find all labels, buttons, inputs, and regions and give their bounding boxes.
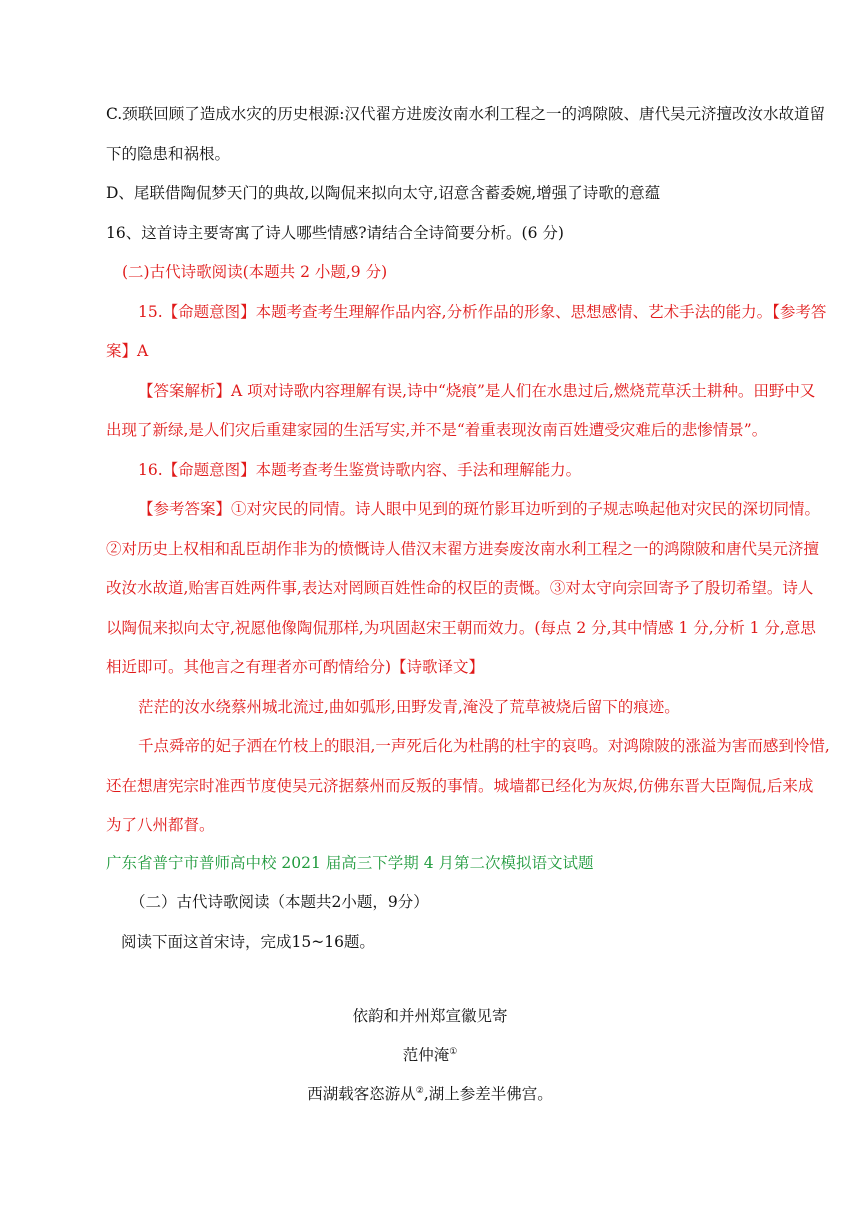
option-c-line1: C.颈联回顾了造成水灾的历史根源:汉代翟方进废汝南水利工程之一的鸿隙陂、唐代吴元济擅改汝水故道留 — [106, 105, 825, 123]
question16-text: 16、这首诗主要寄寓了诗人哪些情感?请结合全诗简要分析。(6 分) — [106, 224, 564, 242]
answer-section-heading: (二)古代诗歌阅读(本题共 2 小题,9 分) — [122, 263, 388, 281]
q16-answer-line3: 改汝水故道,贻害百姓两件事,表达对罔顾百姓性命的权臣的责慨。③对太守向宗回寄予了殷切希望。诗人 — [106, 579, 814, 597]
translation-p1: 茫茫的汝水绕蔡州城北流过,曲如弧形,田野发青,淹没了荒草被烧后留下的痕迹。 — [138, 698, 680, 716]
option-d: D、尾联借陶侃梦天门的典故,以陶侃来拟向太守,诏意含蓄委婉,增强了诗歌的意蕴 — [106, 184, 661, 202]
q16-answer-line4: 以陶侃来拟向太守,祝愿他像陶侃那样,为巩固赵宋王朝而效力。(每点 2 分,其中情感 1 分,分析 1 分,意思 — [106, 619, 816, 637]
q16-answer-line5: 相近即可。其他言之有理者亦可酌情给分)【诗歌译文】 — [106, 658, 485, 676]
poem-line-1 — [0, 1084, 860, 1104]
poem-title: 依韵和并州郑宣徽见寄 — [352, 1007, 508, 1025]
q15-intent-line1: 15.【命题意图】本题考查考生理解作品内容,分析作品的形象、思想感情、艺术手法的能力。【参考答 — [138, 303, 827, 321]
author-footnote-marker: ① — [449, 1046, 458, 1057]
option-c-line2: 下的隐患和祸根。 — [106, 145, 231, 163]
reading-instruction: 阅读下面这首宋诗，完成15~16题。 — [121, 933, 375, 951]
line-footnote-marker: ② — [415, 1085, 424, 1096]
next-source-title: 广东省普宁市普师高中校 2021 届高三下学期 4 月第二次模拟语文试题 — [106, 854, 594, 872]
q16-answer-line1: 【参考答案】①对灾民的同情。诗人眼中见到的斑竹影耳边听到的子规志唤起他对灾民的深切同情。 — [138, 500, 821, 518]
q15-analysis-line2: 出现了新绿,是人们灾后重建家园的生活写实,并不是“着重表现汝南百姓遭受灾难后的悲惨情景”。 — [106, 421, 768, 439]
poem-line-1-part1: 西湖载客恣游从 — [307, 1085, 416, 1103]
translation-p2-line1: 千点舜帝的妃子洒在竹枝上的眼泪,一声死后化为杜鹃的杜宇的哀鸣。对鸿隙陂的涨溢为害而感到怜惜, — [138, 737, 830, 755]
q16-intent: 16.【命题意图】本题考查考生鉴赏诗歌内容、手法和理解能力。 — [138, 461, 582, 479]
next-section-heading: （二）古代诗歌阅读（本题共2小题，9分） — [130, 893, 429, 911]
q16-answer-line2: ②对历史上权相和乱臣胡作非为的愤慨诗人借汉末翟方进奏废汝南水利工程之一的鸿隙陂和唐代吴元济擅 — [106, 540, 820, 558]
q15-analysis-line1: 【答案解析】A 项对诗歌内容理解有误,诗中“烧痕”是人们在水患过后,燃烧荒草沃土耕种。田野中又 — [138, 382, 816, 400]
translation-p2-line2: 还在想唐宪宗时准西节度使吴元济据蔡州而反叛的事情。城墙都已经化为灰烬,仿佛东晋大臣陶侃,后来成 — [106, 777, 814, 795]
poem-author-name: 范仲淹 — [402, 1046, 450, 1064]
q15-intent-line2: 案】A — [106, 342, 149, 360]
poem-line-1-part2: ,湖上参差半佛宫。 — [423, 1085, 553, 1103]
translation-p2-line3: 为了八州都督。 — [106, 816, 215, 834]
poem-author — [0, 1045, 860, 1065]
